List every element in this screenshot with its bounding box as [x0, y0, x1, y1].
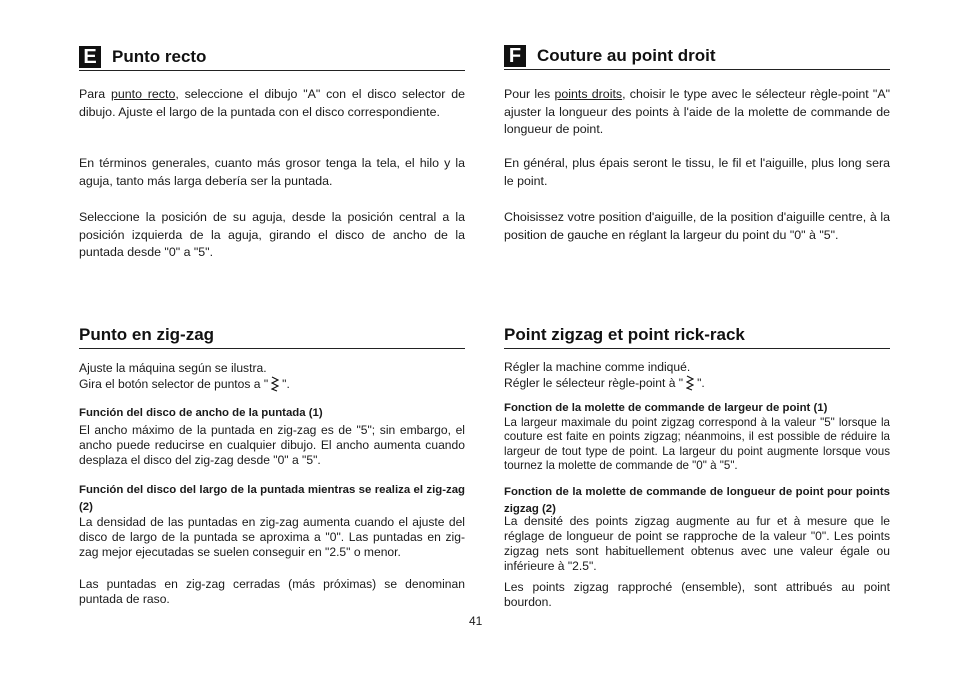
page-number: 41 [469, 614, 483, 628]
section-heading-couture-point-droit [504, 43, 890, 70]
zigzag-stitch-icon [686, 375, 694, 391]
paragraph: Ajuste la máquina según se ilustra. Gira el botón selector de puntos a " ". [79, 361, 290, 391]
section-title: Point zigzag et point rick-rack [504, 325, 745, 344]
section-letter-badge: E [79, 46, 101, 68]
section-heading-punto-recto [79, 44, 465, 71]
paragraph: La densité des points zigzag augmente au fur et à mesure que le réglage de longueur de point se rapproche de la valeur "0". Les points zigzag nets sont habituellement obtenus avec une valeur égale ou inférieure à "2.5". [504, 514, 890, 573]
subheading: Fonction de la molette de commande de longueur de point pour points zigzag (2) [504, 486, 890, 515]
subheading: Función del disco de ancho de la puntada (1) [79, 407, 323, 419]
subheading: Función del disco del largo de la puntada mientras se realiza el zig-zag (2) [79, 484, 465, 513]
paragraph: La densidad de las puntadas en zig-zag aumenta cuando el ajuste del disco de largo de la puntada se aproxima a "0". Las puntadas en zig-zag mejor ejecutadas se suelen conseguir en "2.5" o menor. [79, 515, 465, 559]
section-heading-punto-zigzag [79, 322, 465, 349]
section-title: Punto en zig-zag [79, 325, 215, 344]
underlined-term: punto recto [110, 87, 176, 101]
paragraph: Seleccione la posición de su aguja, desde la posición central a la posición izquierda de la aguja, girando el disco de ancho de la puntada desde "0" a "5". [79, 210, 465, 259]
paragraph: En términos generales, cuanto más grosor tenga la tela, el hilo y la aguja, tanto más larga debería ser la puntada. [79, 156, 465, 188]
paragraph: Les points zigzag rapproché (ensemble), sont attribués au point bourdon. [504, 580, 890, 609]
zigzag-stitch-icon [271, 376, 279, 392]
paragraph: El ancho máximo de la puntada en zig-zag es de "5"; sin embargo, el ancho puede reducirse en cualquier dibujo. El ancho aumenta cuando desplaza el disco del zig-zag desde "0" a "5". [79, 423, 465, 467]
paragraph: Para punto recto, seleccione el dibujo "A" con el disco selector de dibujo. Ajuste el largo de la puntada con el disco correspondiente. [79, 87, 466, 119]
underlined-term: points droits [554, 87, 623, 101]
section-title: Punto recto [112, 47, 207, 66]
paragraph: Pour les points droits, choisir le type avec le sélecteur règle-point "A" ajuster la longueur des points à l'aide de la molette de commande de longueur de point. [504, 87, 890, 136]
section-heading-point-zigzag [504, 322, 890, 349]
paragraph: En général, plus épais seront le tissu, le fil et l'aiguille, plus long sera le point. [504, 156, 890, 188]
section-title: Couture au point droit [537, 46, 716, 65]
subheading: Fonction de la molette de commande de largeur de point (1) [504, 402, 828, 414]
paragraph: La largeur maximale du point zigzag correspond à la valeur "5" lorsque la couture est faite en points zigzag; néanmoins, il est possible de réduire la largeur de tout type de point. La largeur du point augmente lorsque vous tournez la molette de commande de "0" à "5". [504, 416, 890, 472]
paragraph: Choisissez votre position d'aiguille, de la position d'aiguille centre, à la position de gauche en réglant la largeur du point du "0" à "5". [504, 210, 890, 242]
paragraph: Las puntadas en zig-zag cerradas (más próximas) se denominan puntada de raso. [79, 577, 465, 606]
paragraph: Régler la machine comme indiqué. Régler le sélecteur règle-point à " ". [504, 360, 705, 390]
section-letter-badge: F [504, 45, 526, 67]
